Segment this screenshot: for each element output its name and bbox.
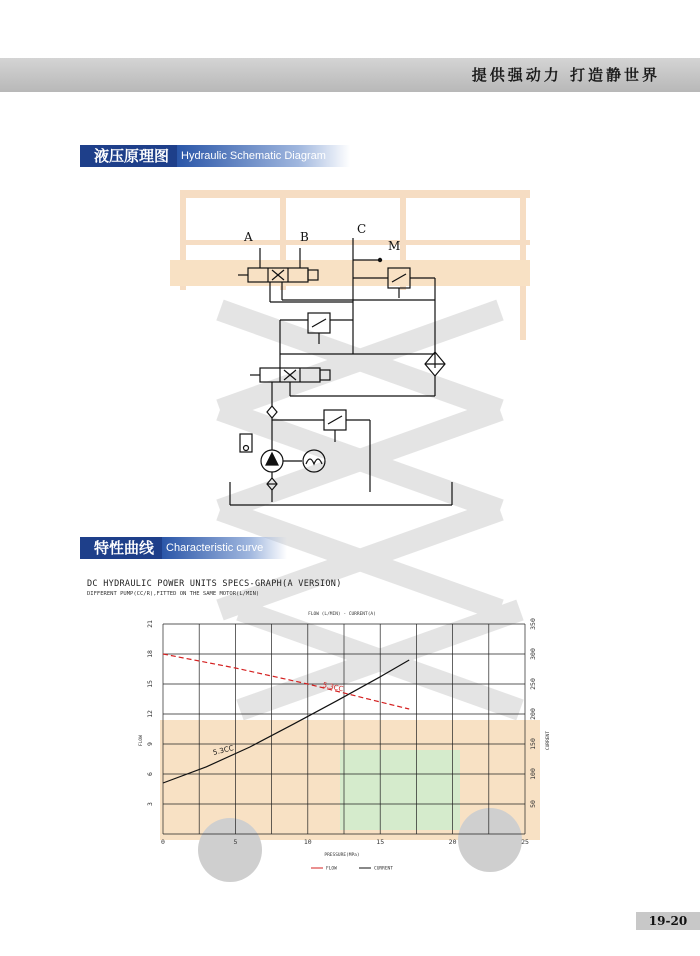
x-tick-label: 0 [161, 838, 165, 846]
x-tick-label: 10 [303, 838, 312, 846]
chart-series [163, 654, 409, 783]
x-tick-label: 5 [233, 838, 238, 846]
x-tick-label: 15 [376, 838, 385, 846]
chart-legend [311, 866, 393, 872]
series-label-flow: 5.3CC [321, 681, 344, 694]
y-right-tick-label: 100 [529, 768, 537, 780]
chart-ticks [146, 618, 537, 846]
y-left-tick-label: 3 [146, 802, 154, 806]
curve-section-title: 特性曲线 [80, 537, 162, 559]
y-right-tick-label: 50 [529, 800, 537, 808]
top-banner [0, 58, 700, 92]
series-label-current: 5.3CC [212, 744, 235, 757]
x-tick-label: 20 [448, 838, 457, 846]
page-number: 19-20 [636, 912, 700, 930]
schematic-section-header [80, 145, 350, 167]
curve-section-subtitle: Characteristic curve [162, 537, 287, 559]
slogan: 提供强动力 打造静世界 [471, 66, 660, 84]
x-tick-label: 25 [521, 838, 529, 846]
characteristic-curve-chart [0, 570, 700, 890]
schematic-section-subtitle: Hydraulic Schematic Diagram [177, 145, 350, 167]
chart-subtitle: DIFFERENT PUMP(CC/R),FITTED ON THE SAME MOTOR(L/MIN) [87, 591, 260, 597]
port-c-label: C [357, 222, 367, 236]
curve-section-header [80, 537, 287, 559]
chart-y-left-label: FLOW [139, 735, 144, 746]
y-left-tick-label: 9 [146, 742, 154, 746]
y-left-tick-label: 18 [146, 650, 154, 658]
chart-grid [163, 624, 525, 834]
y-right-tick-label: 350 [529, 618, 537, 630]
y-right-tick-label: 200 [529, 708, 537, 720]
chart-title: DC HYDRAULIC POWER UNITS SPECS-GRAPH(A VERSION) [87, 579, 342, 589]
chart-x-axis-label: PRESSURE(MPa) [324, 853, 360, 858]
y-left-tick-label: 21 [146, 620, 154, 628]
schematic-section-title: 液压原理图 [80, 145, 177, 167]
y-right-tick-label: 300 [529, 648, 537, 660]
port-a-label: A [244, 230, 253, 244]
legend-label-current: CURRENT [374, 866, 393, 872]
port-m-label: M [388, 239, 401, 253]
hydraulic-schematic-diagram [220, 220, 460, 520]
port-b-label: B [300, 230, 309, 244]
legend-label-flow: FLOW [326, 866, 337, 872]
chart-y-right-label: CURRENT [546, 731, 551, 750]
y-right-tick-label: 250 [529, 678, 537, 690]
y-right-tick-label: 150 [529, 738, 537, 750]
chart-top-label: FLOW (L/MIN) - CURRENT(A) [308, 612, 376, 617]
series-line-current [163, 660, 409, 783]
y-left-tick-label: 12 [146, 710, 154, 718]
y-left-tick-label: 6 [146, 772, 154, 776]
y-left-tick-label: 15 [146, 680, 154, 688]
